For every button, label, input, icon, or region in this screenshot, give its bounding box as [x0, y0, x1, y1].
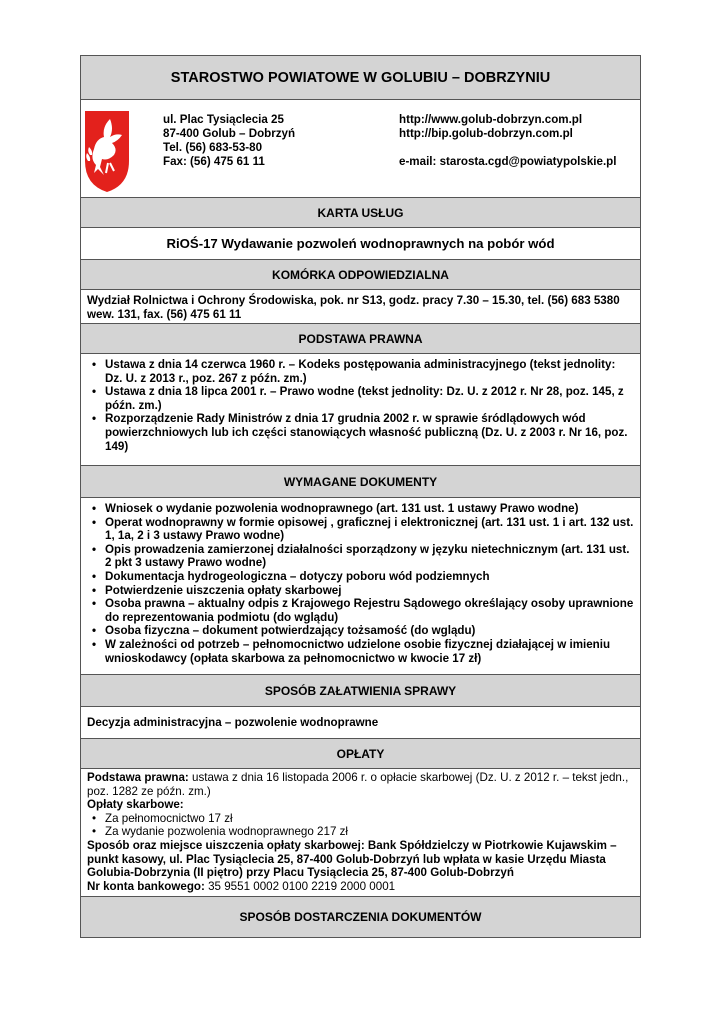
service-title: RiOŚ-17 Wydawanie pozwoleń wodnoprawnych na pobór wód	[81, 228, 640, 260]
fees-basis	[87, 771, 634, 798]
list-item: • W zależności od potrzeb – pełnomocnictwo udzielone osobie fizycznej działającej w imieniu wnioskodawcy (opłata skarbowa za pełnomocnictwo w kwocie 17 zł)	[87, 638, 634, 665]
list-item: • Operat wodnoprawny w formie opisowej , graficznej i elektronicznej (art. 131 ust. 1 i art. 132 ust. 1, 1a, 2 i 3 ustawy Prawo wodne)	[87, 516, 634, 543]
phone-line: Tel. (56) 683-53-80	[163, 141, 263, 154]
website-link[interactable]: http://www.golub-dobrzyn.com.pl	[399, 113, 583, 126]
web-block	[399, 113, 616, 169]
documents-heading: WYMAGANE DOKUMENTY	[81, 466, 640, 498]
unit-text: Wydział Rolnictwa i Ochrony Środowiska, pok. nr S13, godz. pracy 7.30 – 15.30, tel. (56) 683 5380 wew. 131, fax. (56) 475 61 11	[81, 290, 640, 324]
email-link[interactable]: e-mail: starosta.cgd@powiatypolskie.pl	[399, 155, 617, 168]
fees-block	[81, 769, 640, 897]
list-item: • Ustawa z dnia 18 lipca 2001 r. – Prawo wodne (tekst jednolity: Dz. U. z 2012 r. Nr 28, poz. 145, z późn. zm.)	[87, 385, 634, 412]
fees-label: Opłaty skarbowe:	[87, 798, 184, 812]
fees-basis-text: ustawa z dnia 16 listopada 2006 r. o opłacie skarbowej (Dz. U. z 2012 r. – tekst jedn., poz. 1282 ze późn. zm.)	[87, 771, 629, 798]
payment-info: Sposób oraz miejsce uiszczenia opłaty skarbowej: Bank Spółdzielczy w Piotrkowie Kujawskim – punkt kasowy, ul. Plac Tysiąclecia 25, 87-400 Golub-Dobrzyń lub wpłata w kasie Urzędu Miasta Golubia-Dobrzynia (II piętro) przy Placu Tysiąclecia 25, 87-400 Golub-Dobrzyń	[87, 838, 617, 880]
unit-heading: KOMÓRKA ODPOWIEDZIALNA	[81, 260, 640, 290]
web-spacer	[399, 141, 616, 155]
bank-account-label: Nr konta bankowego:	[87, 879, 205, 893]
list-item: • Rozporządzenie Rady Ministrów z dnia 17 grudnia 2002 r. w sprawie śródlądowych wód powierzchniowych lub ich części stanowiących własność publiczną (Dz. U. z 2003 r. Nr 16, poz. 149)	[87, 412, 634, 453]
legal-heading: PODSTAWA PRAWNA	[81, 324, 640, 354]
list-item: • Opis prowadzenia zamierzonej działalności sporządzony w języku nietechnicznym (art. 131 ust. 2 pkt 3 ustawy Prawo wodne)	[87, 543, 634, 570]
bank-account	[87, 880, 634, 894]
street-line: ul. Plac Tysiąclecia 25	[163, 113, 284, 126]
delivery-heading: SPOSÓB DOSTARCZENIA DOKUMENTÓW	[81, 897, 640, 937]
list-item: • Za pełnomocnictwo 17 zł	[87, 812, 634, 826]
list-item: • Dokumentacja hydrogeologiczna – dotyczy poboru wód podziemnych	[87, 570, 634, 584]
fees-basis-label: Podstawa prawna:	[87, 771, 189, 784]
legal-basis	[81, 354, 640, 466]
service-card	[80, 55, 641, 938]
list-item: • Za wydanie pozwolenia wodnoprawnego 217 zł	[87, 825, 634, 839]
documents-list	[81, 498, 640, 675]
list-item: • Ustawa z dnia 14 czerwca 1960 r. – Kodeks postępowania administracyjnego (tekst jednolity: Dz. U. z 2013 r., poz. 267 z późn. zm.)	[87, 358, 634, 385]
postal-line: 87-400 Golub – Dobrzyń	[163, 127, 296, 140]
bip-link[interactable]: http://bip.golub-dobrzyn.com.pl	[399, 127, 573, 140]
contact-block	[81, 100, 640, 198]
list-item: • Osoba fizyczna – dokument potwierdzający tożsamość (do wglądu)	[87, 624, 634, 638]
fees-heading: OPŁATY	[81, 739, 640, 769]
bank-account-value: 35 9551 0002 0100 2219 2000 0001	[204, 879, 396, 893]
list-item: • Osoba prawna – aktualny odpis z Krajowego Rejestru Sądowego określający osoby uprawnione do reprezentowania podmiotu (do wglądu)	[87, 597, 634, 624]
fax-line: Fax: (56) 475 61 11	[163, 155, 265, 168]
address-block	[163, 113, 295, 169]
crest-icon	[84, 109, 130, 193]
card-label: KARTA USŁUG	[81, 198, 640, 228]
list-item: • Wniosek o wydanie pozwolenia wodnoprawnego (art. 131 ust. 1 ustawy Prawo wodne)	[87, 502, 634, 516]
settlement-heading: SPOSÓB ZAŁATWIENIA SPRAWY	[81, 675, 640, 707]
office-title: STAROSTWO POWIATOWE W GOLUBIU – DOBRZYNIU	[81, 56, 640, 100]
settlement-text: Decyzja administracyjna – pozwolenie wodnoprawne	[81, 707, 640, 739]
list-item: • Potwierdzenie uiszczenia opłaty skarbowej	[87, 584, 634, 598]
